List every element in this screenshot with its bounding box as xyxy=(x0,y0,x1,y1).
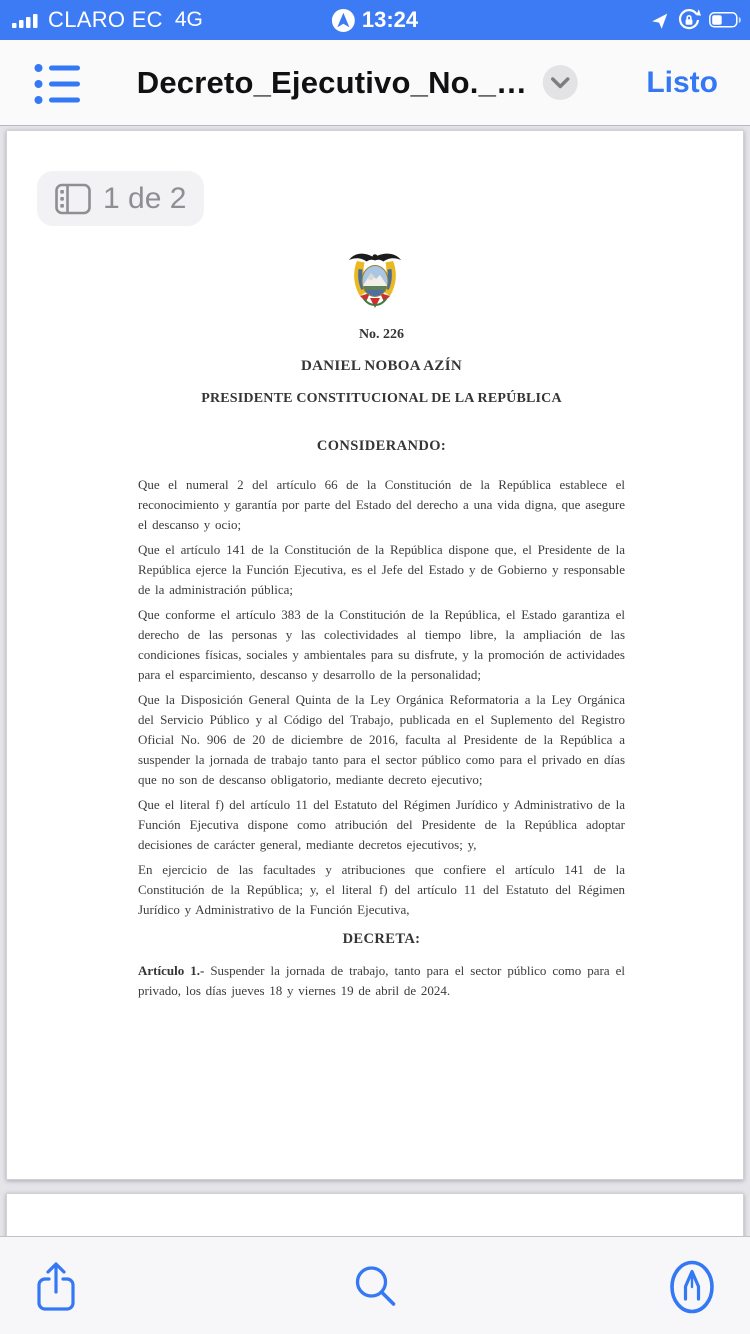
title-menu-button[interactable] xyxy=(542,65,577,100)
sidebar-pages-icon xyxy=(55,183,91,215)
markup-pen-icon xyxy=(668,1259,716,1315)
search-button[interactable] xyxy=(352,1262,399,1309)
pdf-page-2 xyxy=(6,1193,744,1236)
status-bar xyxy=(0,0,750,40)
signal-strength-icon xyxy=(12,12,40,29)
navigation-bar xyxy=(0,40,750,126)
president-title: PRESIDENTE CONSTITUCIONAL DE LA REPÚBLICA xyxy=(201,391,562,406)
paragraph: Que el artículo 141 de la Constitución de la República dispone que, el Presidente de la República ejerce la Función Ejecutiva, es el Jefe del Estado y de Gobierno y responsable de la administración pública; xyxy=(138,542,625,597)
paragraph: Que conforme el artículo 383 de la Constitución de la República, el Estado garantiza el derecho de las personas y las colectividades al tiempo libre, la ampliación de las condiciones físicas, sociales y ambientales para su disfrute, y la promoción de actividades para el esparcimiento, descanso y desarrollo de la personalidad; xyxy=(138,607,625,682)
page-indicator-button[interactable] xyxy=(37,171,204,226)
document-body xyxy=(138,327,625,1001)
document-title: Decreto_Ejecutivo_No._… xyxy=(136,64,528,100)
ecuador-coat-of-arms xyxy=(347,249,403,311)
thumbnail-list-button[interactable] xyxy=(34,62,82,106)
decreta-heading: DECRETA: xyxy=(342,931,421,947)
orientation-lock-icon xyxy=(677,8,701,32)
article-1 xyxy=(138,961,625,1001)
chevron-down-icon xyxy=(550,77,569,89)
markup-button[interactable] xyxy=(668,1259,716,1315)
share-icon xyxy=(34,1260,78,1313)
considering-heading: CONSIDERANDO: xyxy=(316,438,447,454)
bottom-toolbar xyxy=(0,1236,750,1334)
article-1-label: Artículo 1.- xyxy=(138,963,205,978)
network-type-label: 4G xyxy=(174,8,203,31)
page-indicator-label: 1 de 2 xyxy=(103,181,187,215)
location-arrow-icon xyxy=(650,11,669,30)
pdf-scroll-area[interactable] xyxy=(0,127,750,1236)
pdf-page-1 xyxy=(6,130,744,1180)
decree-number: No. 226 xyxy=(358,327,405,342)
considering-paragraphs xyxy=(138,475,625,920)
navigation-active-icon xyxy=(332,9,355,32)
president-name: DANIEL NOBOA AZÍN xyxy=(301,358,462,374)
share-button[interactable] xyxy=(34,1260,78,1313)
paragraph: Que el numeral 2 del artículo 66 de la Constitución de la República establece el reconocimiento y garantía por parte del Estado del derecho a una vida digna, que asegure el descanso y ocio; xyxy=(138,477,625,532)
battery-icon xyxy=(709,12,742,28)
carrier-label: CLARO EC xyxy=(48,7,163,32)
done-button[interactable]: Listo xyxy=(646,65,718,99)
paragraph: Que la Disposición General Quinta de la Ley Orgánica Reformatoria a la Ley Orgánica del Servicio Público y al Código del Trabajo, publicada en el Suplemento del Registro Oficial No. 906 de 20 de diciembre de 2016, faculta al Presidente de la República a suspender la jornada de trabajo tanto para el sector público como para el privado en días que no son de descanso obligatorio, mediante decreto ejecutivo; xyxy=(138,692,625,787)
search-icon xyxy=(352,1262,399,1309)
article-1-text: Suspender la jornada de trabajo, tanto para el sector público como para el privado, los días jueves 18 y viernes 19 de abril de 2024. xyxy=(138,963,626,998)
paragraph: En ejercicio de las facultades y atribuciones que confiere el artículo 141 de la Constitución de la República; y, el literal f) del artículo 11 del Estatuto del Régimen Jurídico y Administrativo de la Función Ejecutiva, xyxy=(138,862,625,917)
clock-time: 13:24 xyxy=(361,7,419,32)
paragraph: Que el literal f) del artículo 11 del Estatuto del Régimen Jurídico y Administrativo de la Función Ejecutiva dispone como atribución del Presidente de la República adoptar decisiones de carácter general, mediante decretos ejecutivos; y, xyxy=(138,797,625,852)
